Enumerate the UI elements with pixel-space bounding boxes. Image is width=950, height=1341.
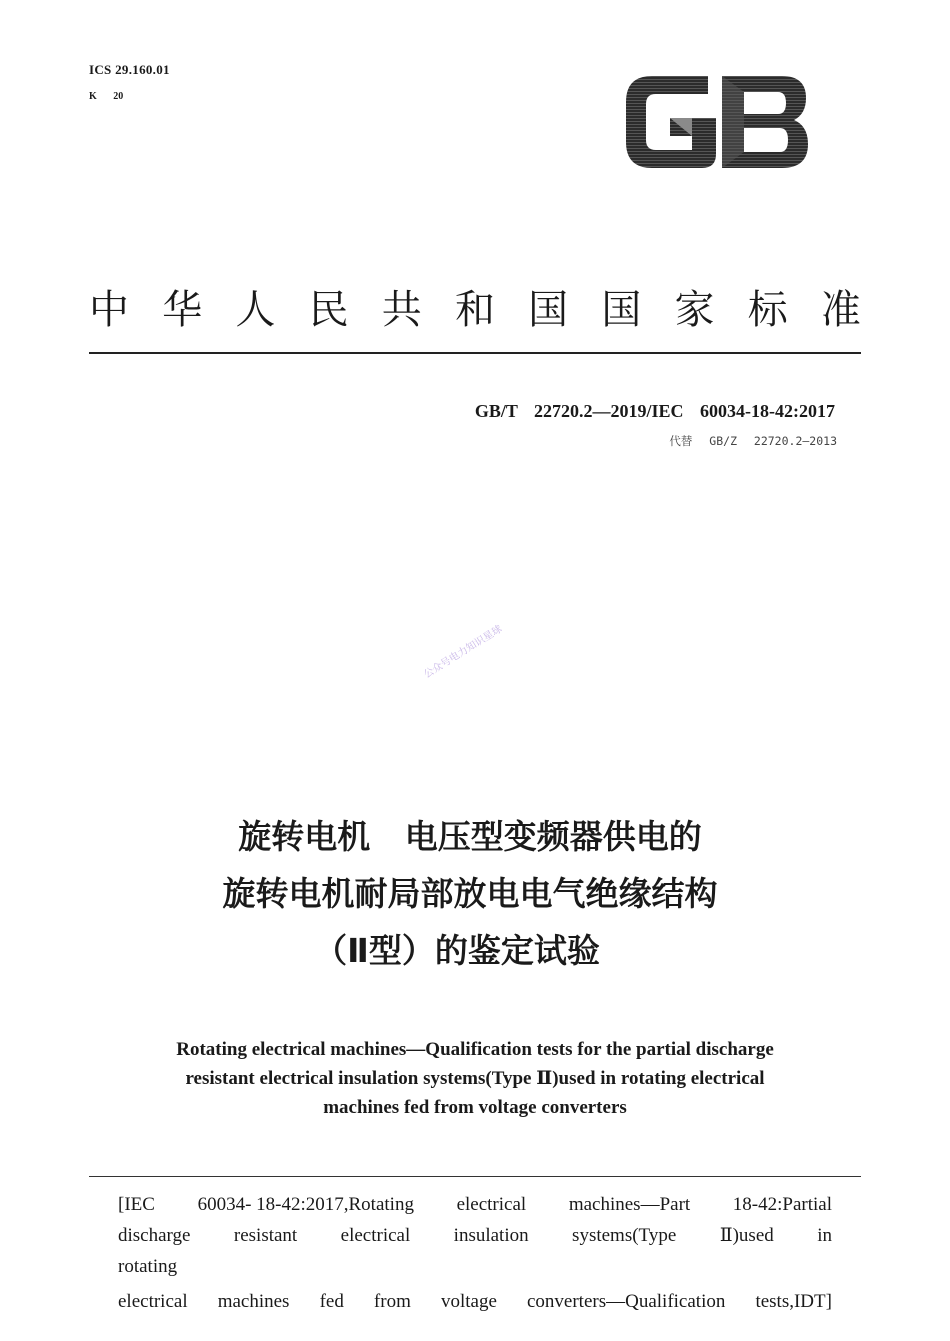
national-title-char: 人 [235, 287, 276, 333]
english-title-line: Rotating electrical machines—Qualification tests for the partial discharge [176, 1039, 774, 1060]
idt-word: rotating [118, 1256, 178, 1277]
idt-line [118, 1286, 832, 1317]
idt-word: systems(Type [572, 1225, 677, 1246]
idt-word: resistant [233, 1225, 298, 1246]
standard-number: GB/T 22720.2—2019/IEC 60034-18-42:2017 [474, 401, 835, 421]
national-title-char: 家 [674, 287, 715, 333]
national-title-char: 民 [308, 287, 349, 333]
chinese-title-line: （Ⅱ型）的鉴定试验 [314, 931, 600, 970]
idt-word: discharge [118, 1225, 191, 1246]
idt-divider [89, 1176, 861, 1177]
idt-word: converters—Qualification [526, 1291, 726, 1312]
ics-code: ICS 29.160.01 [89, 62, 170, 77]
idt-word: from [373, 1291, 411, 1312]
national-title-char: 华 [162, 287, 203, 333]
national-title-char: 准 [820, 287, 861, 333]
idt-line [118, 1251, 832, 1282]
national-title-char: 国 [528, 287, 569, 333]
gb-logo [622, 70, 810, 174]
replaces-standard: 代替 GB/Z 22720.2—2013 [669, 434, 837, 448]
english-title [110, 1035, 840, 1122]
ccs-code: K 20 [89, 91, 124, 102]
national-title-char: 和 [454, 287, 495, 333]
idt-word: electrical [456, 1194, 527, 1215]
idt-word: tests,IDT] [755, 1291, 832, 1312]
idt-word: machines—Part [568, 1194, 691, 1215]
idt-word: electrical [118, 1291, 188, 1312]
english-title-line: resistant electrical insulation systems(Type Ⅱ)used in rotating electrical [185, 1068, 765, 1089]
chinese-title-line: 旋转电机耐局部放电电气绝缘结构 [222, 874, 718, 913]
idt-word: in [817, 1225, 832, 1246]
national-standard-title [89, 284, 861, 336]
title-divider [89, 352, 861, 354]
idt-statement [118, 1189, 832, 1317]
idt-word: machines [217, 1291, 290, 1312]
idt-line [118, 1220, 832, 1251]
idt-word: 60034- 18-42:2017,Rotating [197, 1194, 414, 1215]
english-title-line: machines fed from voltage converters [323, 1097, 627, 1118]
idt-word: Ⅱ)used [719, 1225, 774, 1246]
idt-word: voltage [440, 1291, 497, 1312]
idt-word: fed [319, 1291, 344, 1312]
idt-word: [IEC [118, 1194, 155, 1215]
idt-word: electrical [340, 1225, 411, 1246]
idt-word: insulation [453, 1225, 529, 1246]
national-title-char: 国 [601, 287, 642, 333]
chinese-title-line: 旋转电机 电压型变频器供电的 [238, 817, 702, 856]
idt-line [118, 1189, 832, 1220]
gb-logo-graphic [622, 70, 810, 174]
national-title-char: 中 [89, 287, 129, 333]
watermark: 公众号电力知识星球 [422, 623, 505, 681]
national-title-char: 标 [747, 287, 788, 333]
idt-word: 18-42:Partial [732, 1194, 832, 1215]
chinese-title [100, 808, 840, 979]
national-title-char: 共 [381, 287, 422, 333]
